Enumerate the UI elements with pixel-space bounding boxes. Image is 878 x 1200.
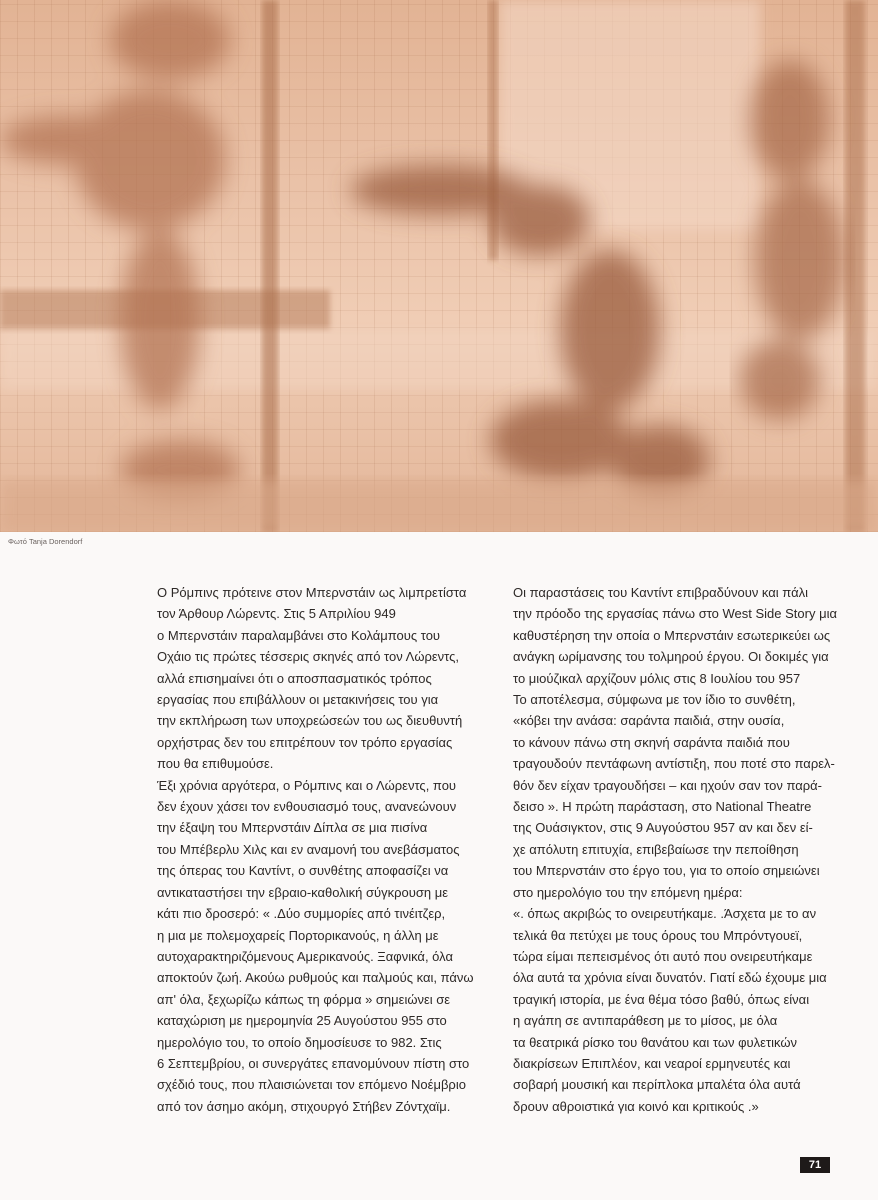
text-line: «. όπως ακριβώς το ονειρευτήκαμε. .Άσχετα με το αν [513, 906, 817, 922]
text-line: στο ημερολόγιο του την επόμενη ημέρα: [513, 884, 743, 900]
text-line: «κόβει την ανάσα: σαράντα παιδιά, στην ουσία, [513, 713, 785, 729]
text-line: Οχάιο τις πρώτες τέσσερις σκηνές από τον Λώρεντς, [157, 649, 459, 665]
text-line: της Ουάσιγκτον, στις 9 Αυγούστου 957 αν και δεν εί- [513, 820, 813, 836]
text-line: τα θεατρικά ρίσκο του θανάτου και των φυλετικών [513, 1034, 797, 1050]
page-number: 71 [800, 1157, 830, 1173]
text-line: το κάνουν πάνω στη σκηνή σαράντα παιδιά που [513, 734, 790, 750]
text-line: αλλά επισημαίνει ότι ο αποσπασματικός τρόπος [157, 670, 432, 686]
text-line: δρουν αθροιστικά για κοινό και κριτικούς .» [513, 1098, 759, 1114]
text-line: η μια με πολεμοχαρείς Πορτορικανούς, η άλλη με [157, 927, 439, 943]
text-line: Ο Ρόμπινς πρότεινε στον Μπερνστάιν ως λιμπρετίστα [157, 585, 467, 600]
text-line: την πρόοδο της εργασίας πάνω στο West Side Story μια [513, 606, 837, 622]
text-line: ορχήστρας δεν του επιτρέπουν τον τρόπο εργασίας [157, 734, 453, 750]
text-line: χε απόλυτη επιτυχία, επιβεβαίωσε την πεποίθηση [513, 841, 799, 857]
text-line: εργασίας που επιβάλλουν οι μετακινήσεις του για [157, 692, 439, 708]
text-line: το μιούζικαλ αρχίζουν μόλις στις 8 Ιουλίου του 957 [513, 670, 801, 686]
text-line: Οι παραστάσεις του Καντίντ επιβραδύνουν και πάλι [513, 585, 808, 600]
right-text-column [513, 582, 838, 1117]
text-line: ημερολόγιο του, το οποίο δημοσίευσε το 982. Στις [157, 1034, 442, 1050]
blurred-dancers-image [0, 0, 878, 532]
text-line: δεισο ». Η πρώτη παράσταση, στο National Theatre [513, 799, 812, 815]
text-line: από τον άσημο ακόμη, στιχουργό Στήβεν Ζόντχαϊμ. [157, 1098, 451, 1114]
text-line: δεν έχουν χάσει τον ενθουσιασμό τους, ανανεώνουν [157, 799, 457, 815]
text-line: Έξι χρόνια αργότερα, ο Ρόμπινς και ο Λώρεντς, που [157, 777, 457, 793]
text-line: τελικά θα πετύχει με τους όρους του Μπρόντγουεϊ, [513, 927, 803, 943]
left-text-column [157, 582, 482, 1117]
text-line: αντικαταστήσει την εβραιο-καθολική σύγκρουση με [157, 884, 448, 900]
text-line: η αγάπη σε αντιπαράθεση με το μίσος, με όλα [513, 1013, 778, 1029]
text-line: τον Άρθουρ Λώρεντς. Στις 5 Απριλίου 949 [157, 606, 396, 622]
text-line: διακρίσεων Επιπλέον, και νεαροί ερμηνευτές και [513, 1055, 791, 1071]
photo-credit: Φωτό Tanja Dorendorf [8, 537, 83, 546]
text-line: που θα επιθυμούσε. [157, 756, 274, 772]
text-line: του Μπέβερλυ Χιλς και εν αναμονή του ανεβάσματος [157, 841, 460, 857]
text-line: καταχώριση με ημερομηνία 25 Αυγούστου 955 στο [157, 1013, 447, 1029]
text-line: αποκτούν ζωή. Ακούω ρυθμούς και παλμούς και, πάνω [157, 970, 474, 986]
text-line: καθυστέρηση την οποία ο Μπερνστάιν εσωτερικεύει ως [513, 627, 831, 643]
text-line: όλα αυτά τα χρόνια είναι δυνατόν. Γιατί εδώ έχουμε μια [513, 970, 827, 986]
text-line: την εκπλήρωση των υποχρεώσεών του ως διευθυντή [157, 713, 463, 729]
dancers-photo [0, 0, 878, 532]
text-line: αυτοχαρακτηριζόμενους Αμερικανούς. Ξαφνικά, όλα [157, 948, 453, 964]
text-line: την έξαψη του Μπερνστάιν Δίπλα σε μια πισίνα [157, 820, 428, 836]
text-line: ο Μπερνστάιν παραλαμβάνει στο Κολάμπους του [157, 627, 441, 643]
text-line: σχέδιό τους, που πλαισιώνεται τον επόμενο Νοέμβριο [157, 1077, 466, 1093]
text-line: 6 Σεπτεμβρίου, οι συνεργάτες επανομύνουν πίστη στο [157, 1055, 470, 1071]
text-line: θόν δεν είχαν τραγουδήσει – και ηχούν σαν τον παρά- [513, 777, 823, 793]
text-line: τώρα είμαι πεπεισμένος ότι αυτό που ονειρευτήκαμε [513, 948, 813, 964]
text-line: κάτι πιο δροσερό: « .Δύο συμμορίες από τινέιτζερ, [157, 906, 446, 922]
text-line: ανάγκη ωρίμανσης του τολμηρού έργου. Οι δοκιμές για [513, 649, 829, 665]
text-line: απ' όλα, ξεχωρίζω κάπως τη φόρμα » σημειώνει σε [157, 991, 451, 1007]
text-line: Το αποτέλεσμα, σύμφωνα με τον ίδιο το συνθέτη, [513, 692, 796, 708]
text-line: τραγουδούν πεντάφωνη αντίστιξη, που ποτέ στο παρελ- [513, 756, 835, 772]
text-line: της όπερας του Καντίντ, ο συνθέτης αποφασίζει να [157, 863, 449, 879]
text-line: σοβαρή μουσική και περίπλοκα μπαλέτα όλα αυτά [513, 1077, 801, 1093]
text-line: τραγική ιστορία, με ένα θέμα τόσο βαθύ, όπως είναι [513, 991, 810, 1007]
text-line: του Μπερνστάιν στο έργο του, για το οποίο σημειώνει [513, 863, 820, 879]
